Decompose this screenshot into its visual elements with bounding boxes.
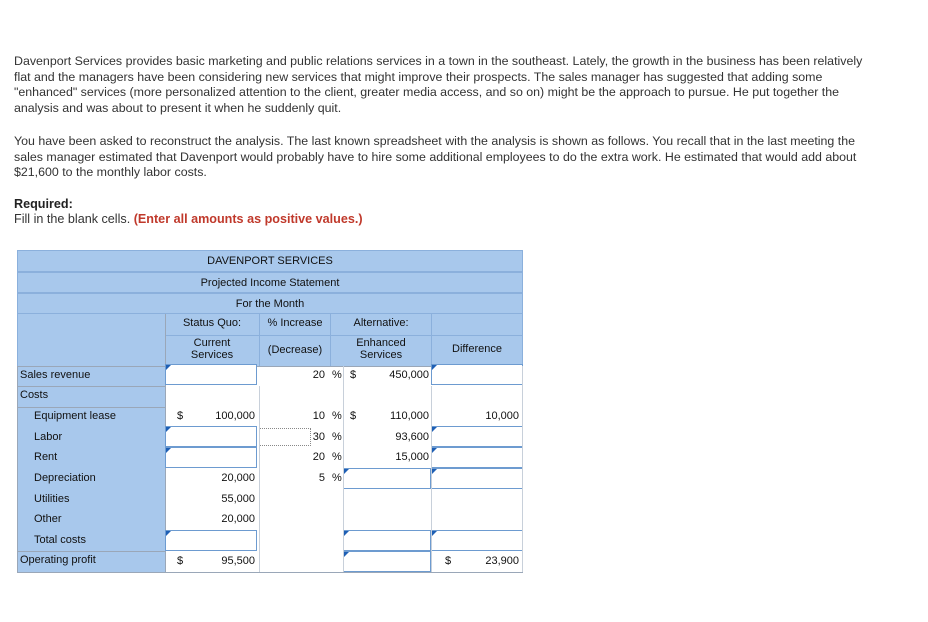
input-labor-current[interactable] xyxy=(165,426,257,447)
required-title: Required: xyxy=(14,197,73,211)
input-profit-alt[interactable] xyxy=(343,551,431,572)
instruction-hint: (Enter all amounts as positive values.) xyxy=(133,212,363,226)
input-total-costs-alt[interactable] xyxy=(343,530,431,551)
input-sales-current[interactable] xyxy=(165,364,257,385)
rent-pct-sign: % xyxy=(332,451,342,463)
instruction-text: Fill in the blank cells. xyxy=(14,212,131,226)
required-instruction xyxy=(14,212,363,226)
header-decrease: (Decrease) xyxy=(260,344,330,356)
sales-alt-value: 450,000 xyxy=(389,369,429,381)
intro-paragraph-1: Davenport Services provides basic marketing and public relations services in a town in the southeast. Lately, the growth in the business has been relatively flat and the managers have been considering new services that might improve their prospects. The sales manager has suggested that adding some "enhanced" services (more personalized attention to the client, greater media access, and so on) might be the approach to pursue. He put together the analysis and was about to present it when he suddenly quit. xyxy=(14,54,863,115)
sheet-title-period: For the Month xyxy=(17,293,523,314)
intro-paragraph-2: You have been asked to reconstruct the analysis. The last known spreadsheet with the analysis is shown as follows. You recall that in the last meeting the sales manager estimated that Davenport would probably have to hire some additional employees to do the extra work. He estimated that would add about $21,600 to the monthly labor costs. xyxy=(14,134,857,180)
sales-pct-sign: % xyxy=(332,369,342,381)
row-label-depreciation: Depreciation xyxy=(34,472,96,484)
header-difference: Difference xyxy=(432,343,522,355)
input-rent-difference[interactable] xyxy=(431,447,523,468)
input-total-costs-difference[interactable] xyxy=(431,530,523,551)
labor-alt-value: 93,600 xyxy=(395,431,429,443)
equipment-pct-sign: % xyxy=(332,410,342,422)
row-label-equipment-lease: Equipment lease xyxy=(34,410,116,422)
input-depreciation-difference[interactable] xyxy=(431,468,523,489)
sheet-title-statement: Projected Income Statement xyxy=(17,272,523,293)
depreciation-current-value: 20,000 xyxy=(221,472,255,484)
sheet-title-company: DAVENPORT SERVICES xyxy=(17,250,523,272)
header-current-services: Current Services xyxy=(167,337,257,361)
labor-pct-sign: % xyxy=(332,431,342,443)
other-current-value: 20,000 xyxy=(221,513,255,525)
input-labor-difference[interactable] xyxy=(431,426,523,447)
equipment-current-currency: $ xyxy=(177,410,184,422)
rent-pct-value: 20 xyxy=(312,451,325,463)
sales-pct-value: 20 xyxy=(312,369,325,381)
equipment-alt-value: 110,000 xyxy=(390,410,429,422)
equipment-alt-currency: $ xyxy=(350,410,357,422)
sales-alt-currency: $ xyxy=(350,369,357,381)
row-label-sales-revenue: Sales revenue xyxy=(20,369,91,381)
rent-alt-value: 15,000 xyxy=(395,451,429,463)
labor-pct-value: 30 xyxy=(312,431,325,443)
header-percent-increase: % Increase xyxy=(260,317,330,329)
depreciation-pct-value: 5 xyxy=(318,472,325,484)
depreciation-pct-sign: % xyxy=(332,472,342,484)
input-rent-current[interactable] xyxy=(165,447,257,468)
row-label-utilities: Utilities xyxy=(34,493,70,505)
header-status-quo: Status Quo: xyxy=(167,317,257,329)
input-depreciation-alt[interactable] xyxy=(343,468,431,489)
equipment-pct-value: 10 xyxy=(312,410,325,422)
input-total-costs-current[interactable] xyxy=(165,530,257,551)
input-sales-difference[interactable] xyxy=(431,364,523,385)
row-label-costs: Costs xyxy=(20,389,49,401)
profit-current-value: 95,500 xyxy=(221,555,255,567)
row-label-total-costs: Total costs xyxy=(34,534,86,546)
income-statement-spreadsheet xyxy=(17,250,523,572)
profit-current-currency: $ xyxy=(177,555,184,567)
header-enhanced-services: Enhanced Services xyxy=(331,337,431,361)
profit-difference-value: 23,900 xyxy=(485,555,519,567)
row-label-rent: Rent xyxy=(34,451,58,463)
row-label-operating-profit: Operating profit xyxy=(20,554,96,566)
header-alternative: Alternative: xyxy=(331,317,431,329)
profit-difference-currency: $ xyxy=(445,555,452,567)
row-label-other: Other xyxy=(34,513,62,525)
utilities-current-value: 55,000 xyxy=(221,493,255,505)
equipment-difference-value: 10,000 xyxy=(485,410,519,422)
row-label-labor: Labor xyxy=(34,431,63,443)
equipment-current-value: 100,000 xyxy=(215,410,255,422)
